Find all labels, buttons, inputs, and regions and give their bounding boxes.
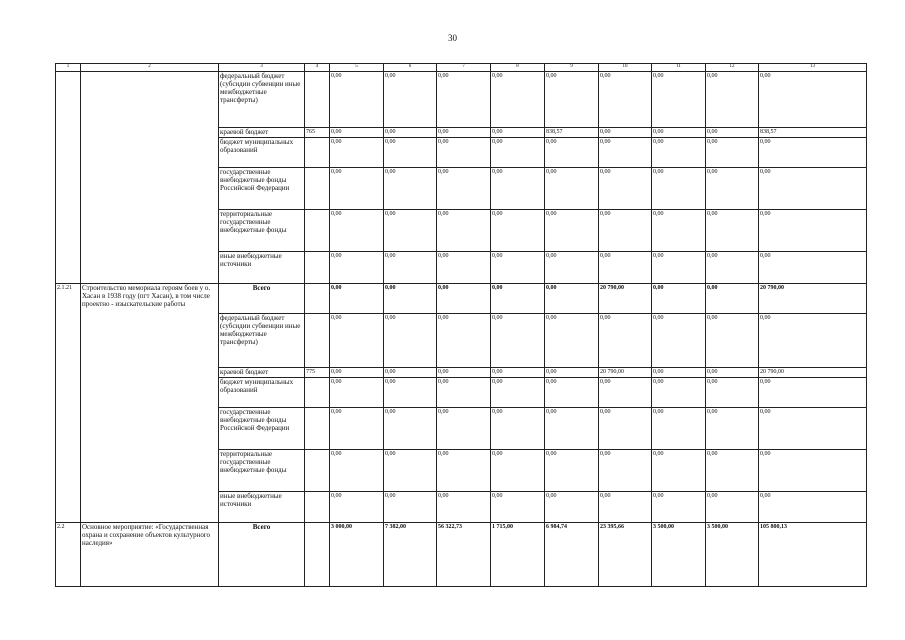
column-header: 4 [305, 64, 330, 72]
value-cell: 0,00 [330, 408, 384, 450]
value-cell: 0,00 [706, 128, 759, 138]
value-cell: 0,00 [491, 368, 545, 378]
value-cell: 0,00 [759, 314, 867, 368]
value-cell: 0,00 [491, 450, 545, 492]
value-cell: 0,00 [437, 408, 491, 450]
value-cell: 0,00 [545, 252, 599, 284]
funding-source: бюджет муниципальных образований [219, 378, 305, 408]
budget-code [305, 314, 330, 368]
value-cell: 105 800,13 [759, 523, 867, 587]
header-row [56, 64, 867, 72]
table-row [56, 523, 867, 587]
budget-code: 765 [305, 128, 330, 138]
value-cell: 0,00 [599, 210, 652, 252]
table-row [56, 72, 867, 128]
budget-code [305, 284, 330, 314]
value-cell: 0,00 [652, 368, 706, 378]
value-cell: 0,00 [330, 168, 384, 210]
column-header: 9 [545, 64, 599, 72]
value-cell: 0,00 [330, 128, 384, 138]
value-cell: 0,00 [491, 138, 545, 168]
value-cell: 23 395,66 [599, 523, 652, 587]
funding-source: бюджет муниципальных образований [219, 138, 305, 168]
budget-code [305, 252, 330, 284]
value-cell: 0,00 [599, 138, 652, 168]
funding-source: краевой бюджет [219, 368, 305, 378]
value-cell: 0,00 [384, 138, 437, 168]
column-header: 12 [706, 64, 759, 72]
value-cell: 0,00 [384, 128, 437, 138]
funding-source: территориальные государственные внебюджетные фонды [219, 450, 305, 492]
value-cell: 0,00 [437, 252, 491, 284]
value-cell: 0,00 [437, 450, 491, 492]
column-header: 3 [219, 64, 305, 72]
column-header: 7 [437, 64, 491, 72]
funding-source: государственные внебюджетные фонды Российской Федерации [219, 168, 305, 210]
value-cell: 0,00 [384, 252, 437, 284]
value-cell: 0,00 [437, 314, 491, 368]
funding-source: федеральный бюджет (субсидии субвенции иные межбюджетные трансферты) [219, 314, 305, 368]
value-cell: 0,00 [330, 252, 384, 284]
value-cell: 3 500,00 [706, 523, 759, 587]
funding-source: территориальные государственные внебюджетные фонды [219, 210, 305, 252]
row-name: Основное мероприятие: «Государственная охрана и сохранение объектов культурного наследия» [81, 523, 219, 587]
value-cell: 0,00 [545, 138, 599, 168]
value-cell: 0,00 [759, 252, 867, 284]
value-cell: 0,00 [652, 492, 706, 523]
value-cell: 0,00 [706, 168, 759, 210]
value-cell: 0,00 [437, 378, 491, 408]
value-cell: 0,00 [384, 210, 437, 252]
value-cell: 0,00 [599, 450, 652, 492]
value-cell: 20 790,00 [759, 368, 867, 378]
value-cell: 0,00 [652, 450, 706, 492]
value-cell: 0,00 [437, 72, 491, 128]
value-cell: 0,00 [545, 450, 599, 492]
value-cell: 0,00 [545, 378, 599, 408]
value-cell: 0,00 [384, 450, 437, 492]
value-cell: 0,00 [652, 314, 706, 368]
value-cell: 0,00 [759, 378, 867, 408]
value-cell: 0,00 [706, 72, 759, 128]
budget-code [305, 138, 330, 168]
value-cell: 0,00 [330, 368, 384, 378]
value-cell: 0,00 [384, 72, 437, 128]
value-cell: 0,00 [652, 128, 706, 138]
value-cell: 0,00 [599, 408, 652, 450]
value-cell: 0,00 [706, 210, 759, 252]
value-cell: 0,00 [599, 492, 652, 523]
budget-code [305, 492, 330, 523]
value-cell: 0,00 [545, 168, 599, 210]
budget-code [305, 168, 330, 210]
value-cell: 0,00 [330, 450, 384, 492]
value-cell: 0,00 [491, 314, 545, 368]
value-cell: 0,00 [384, 492, 437, 523]
value-cell: 0,00 [545, 314, 599, 368]
funding-source: государственные внебюджетные фонды Российской Федерации [219, 408, 305, 450]
value-cell: 0,00 [384, 378, 437, 408]
value-cell: 0,00 [706, 368, 759, 378]
value-cell: 0,00 [759, 450, 867, 492]
value-cell: 0,00 [706, 450, 759, 492]
value-cell: 0,00 [652, 210, 706, 252]
value-cell: 3 000,00 [330, 523, 384, 587]
value-cell: 0,00 [759, 492, 867, 523]
value-cell: 0,00 [491, 72, 545, 128]
value-cell: 0,00 [706, 138, 759, 168]
value-cell: 6 984,74 [545, 523, 599, 587]
value-cell: 0,00 [437, 210, 491, 252]
value-cell: 20 790,00 [599, 284, 652, 314]
value-cell: 0,00 [384, 168, 437, 210]
page-number: 30 [448, 33, 457, 43]
value-cell: 0,00 [545, 72, 599, 128]
value-cell: 0,00 [437, 168, 491, 210]
value-cell: 0,00 [599, 252, 652, 284]
value-cell: 0,00 [599, 128, 652, 138]
value-cell: 0,00 [384, 314, 437, 368]
value-cell: 0,00 [706, 284, 759, 314]
value-cell: 0,00 [437, 138, 491, 168]
budget-code [305, 72, 330, 128]
funding-source: краевой бюджет [219, 128, 305, 138]
value-cell: 56 322,73 [437, 523, 491, 587]
value-cell: 0,00 [491, 378, 545, 408]
funding-source: иные внебюджетные источники [219, 252, 305, 284]
value-cell: 0,00 [437, 128, 491, 138]
value-cell: 0,00 [706, 314, 759, 368]
value-cell: 0,00 [652, 252, 706, 284]
value-cell: 0,00 [384, 284, 437, 314]
value-cell: 0,00 [437, 492, 491, 523]
value-cell: 0,00 [491, 168, 545, 210]
value-cell: 0,00 [384, 408, 437, 450]
value-cell: 838,57 [759, 128, 867, 138]
funding-source: Всего [219, 284, 305, 314]
value-cell: 0,00 [652, 408, 706, 450]
value-cell: 3 500,00 [652, 523, 706, 587]
value-cell: 0,00 [491, 408, 545, 450]
value-cell: 0,00 [384, 368, 437, 378]
column-header: 1 [56, 64, 81, 72]
value-cell: 0,00 [652, 168, 706, 210]
row-code: 2.2 [56, 523, 81, 587]
column-header: 8 [491, 64, 545, 72]
value-cell: 0,00 [599, 168, 652, 210]
row-code [56, 72, 81, 284]
value-cell: 0,00 [330, 284, 384, 314]
value-cell: 0,00 [759, 138, 867, 168]
row-code: 2.1.21 [56, 284, 81, 523]
value-cell: 1 715,00 [491, 523, 545, 587]
funding-source: федеральный бюджет (субсидии субвенции иные межбюджетные трансферты) [219, 72, 305, 128]
value-cell: 0,00 [545, 408, 599, 450]
value-cell: 0,00 [706, 492, 759, 523]
column-header: 2 [81, 64, 219, 72]
value-cell: 0,00 [652, 284, 706, 314]
budget-code [305, 210, 330, 252]
budget-code [305, 450, 330, 492]
budget-code [305, 378, 330, 408]
value-cell: 0,00 [706, 252, 759, 284]
value-cell: 0,00 [545, 368, 599, 378]
table-row [56, 284, 867, 314]
column-header: 10 [599, 64, 652, 72]
value-cell: 0,00 [330, 210, 384, 252]
value-cell: 0,00 [759, 408, 867, 450]
funding-source: иные внебюджетные источники [219, 492, 305, 523]
value-cell: 0,00 [545, 210, 599, 252]
value-cell: 0,00 [491, 492, 545, 523]
budget-code [305, 408, 330, 450]
value-cell: 0,00 [491, 252, 545, 284]
value-cell: 0,00 [652, 378, 706, 408]
value-cell: 0,00 [652, 138, 706, 168]
row-name: Строительство мемориала героям боев у о. Хасан в 1938 году (пгт Хасан), в том числе проектно - изыскательские работы [81, 284, 219, 523]
value-cell: 0,00 [599, 314, 652, 368]
value-cell: 0,00 [330, 72, 384, 128]
value-cell: 0,00 [706, 378, 759, 408]
value-cell: 0,00 [759, 168, 867, 210]
value-cell: 0,00 [759, 210, 867, 252]
budget-table [55, 63, 867, 587]
value-cell: 0,00 [599, 72, 652, 128]
value-cell: 0,00 [545, 284, 599, 314]
value-cell: 0,00 [545, 492, 599, 523]
budget-code [305, 523, 330, 587]
value-cell: 0,00 [491, 128, 545, 138]
column-header: 11 [652, 64, 706, 72]
value-cell: 0,00 [330, 378, 384, 408]
value-cell: 20 790,00 [759, 284, 867, 314]
value-cell: 7 382,00 [384, 523, 437, 587]
value-cell: 0,00 [491, 284, 545, 314]
value-cell: 0,00 [437, 284, 491, 314]
value-cell: 0,00 [491, 210, 545, 252]
column-header: 6 [384, 64, 437, 72]
value-cell: 0,00 [599, 378, 652, 408]
value-cell: 0,00 [330, 492, 384, 523]
value-cell: 0,00 [330, 314, 384, 368]
value-cell: 0,00 [759, 72, 867, 128]
value-cell: 20 790,00 [599, 368, 652, 378]
funding-source: Всего [219, 523, 305, 587]
value-cell: 838,57 [545, 128, 599, 138]
row-name [81, 72, 219, 284]
value-cell: 0,00 [652, 72, 706, 128]
value-cell: 0,00 [706, 408, 759, 450]
column-header: 13 [759, 64, 867, 72]
column-header: 5 [330, 64, 384, 72]
budget-code: 775 [305, 368, 330, 378]
value-cell: 0,00 [330, 138, 384, 168]
value-cell: 0,00 [437, 368, 491, 378]
